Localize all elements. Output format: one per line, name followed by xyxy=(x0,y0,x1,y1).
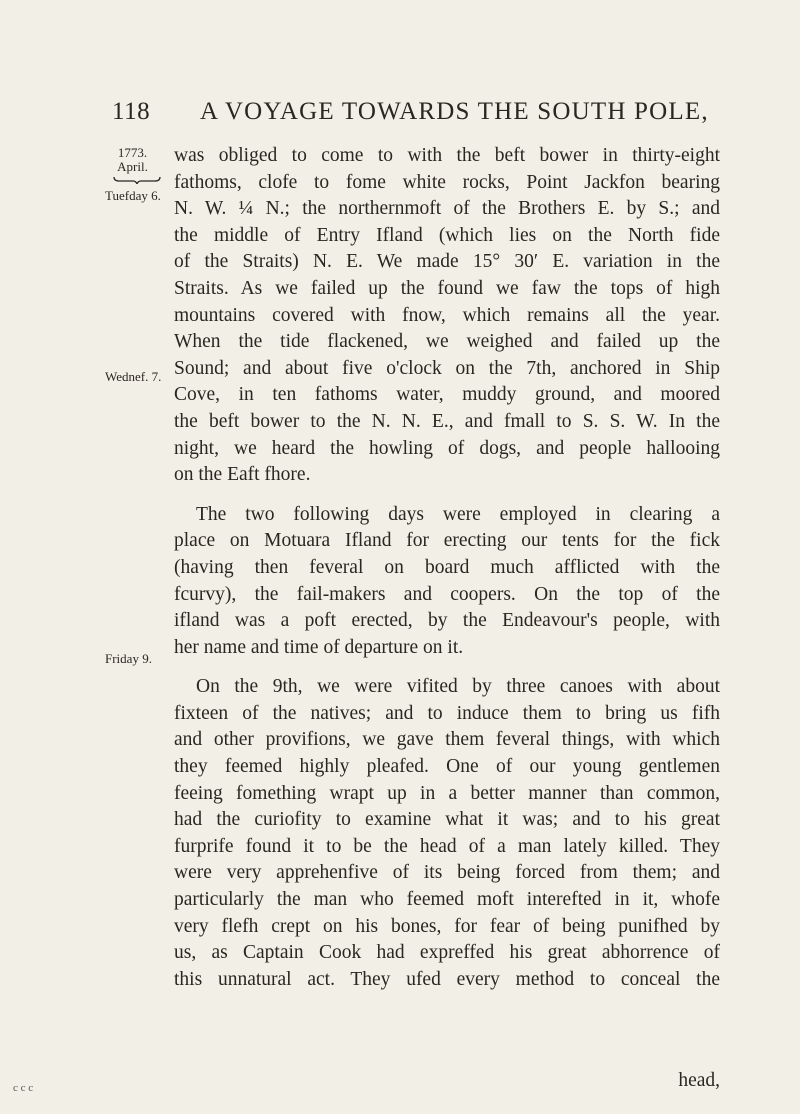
paragraph-3 xyxy=(174,674,720,993)
text-line: her name and time of departure on it. xyxy=(174,636,464,658)
text-line: and other provifions, we gave them feveral things, with which xyxy=(174,729,720,751)
text-line: had the curiofity to examine what it was; and to his great xyxy=(174,809,720,831)
margin-month: April. xyxy=(117,159,148,174)
text-line: (having then feveral on board much afflicted with the xyxy=(174,556,720,578)
paragraph-1 xyxy=(174,143,720,489)
page-number: 118 xyxy=(112,98,151,125)
text-line: place on Motuara Ifland for erecting our tents for the fick xyxy=(174,530,720,552)
text-line: fixteen of the natives; and to induce them to bring us fifh xyxy=(174,702,720,724)
text-line: were very apprehenfive of its being forced from them; and xyxy=(174,862,720,884)
text-line: night, we heard the howling of dogs, and people hallooing xyxy=(174,437,720,459)
text-line: this unnatural act. They ufed every method to conceal the xyxy=(174,968,720,990)
margin-date-tuesday: Tuefday 6. xyxy=(105,188,161,203)
paragraph-2 xyxy=(174,502,720,662)
margin-date-wednesday: Wednef. 7. xyxy=(105,369,162,384)
text-line: The two following days were employed in clearing a xyxy=(196,503,720,525)
text-line: on the Eaft fhore. xyxy=(174,464,311,486)
text-line: very flefh crept on his bones, for fear of being punifhed by xyxy=(174,915,720,937)
text-line: fathoms, clofe to fome white rocks, Point Jackfon bearing xyxy=(174,171,720,193)
text-line: the middle of Entry Ifland (which lies on the North fide xyxy=(174,224,720,246)
running-title: A VOYAGE TOWARDS THE SOUTH POLE, xyxy=(200,98,709,125)
text-line: N. W. ¼ N.; the northernmoft of the Brothers E. by S.; and xyxy=(174,198,720,220)
text-line: ifland was a poft erected, by the Endeavour's people, with xyxy=(174,610,720,632)
text-line: Cove, in ten fathoms water, muddy ground, and moored xyxy=(174,384,720,406)
text-line: was obliged to come to with the beft bower in thirty-eight xyxy=(174,145,720,166)
text-line: us, as Captain Cook had expreffed his great abhorrence of xyxy=(174,942,720,964)
text-line: Sound; and about five o'clock on the 7th, anchored in Ship xyxy=(174,357,720,379)
text-line: the beft bower to the N. N. E., and fmall to S. S. W. In the xyxy=(174,410,720,432)
brace-icon xyxy=(113,176,161,184)
corner-mark: c c c xyxy=(13,1082,34,1094)
text-line: furprife found it to be the head of a man lately killed. They xyxy=(174,835,720,857)
text-line: On the 9th, we were vifited by three canoes with about xyxy=(196,676,720,698)
page-header xyxy=(112,98,752,128)
text-line: mountains covered with fnow, which remains all the year. xyxy=(174,304,720,326)
text-line: When the tide flackened, we weighed and failed up the xyxy=(174,331,720,353)
text-line: of the Straits) N. E. We made 15° 30′ E. variation in the xyxy=(174,251,720,273)
text-line: fcurvy), the fail-makers and coopers. On the top of the xyxy=(174,583,720,605)
body-text xyxy=(174,143,720,993)
text-line: feeing fomething wrapt up in a better manner than common, xyxy=(174,782,720,804)
text-line: Straits. As we failed up the found we faw the tops of high xyxy=(174,277,720,299)
margin-year: 1773. xyxy=(117,145,148,160)
text-line: particularly the man who feemed moft interefted in it, whofe xyxy=(174,889,720,911)
text-line: they feemed highly pleafed. One of our young gentlemen xyxy=(174,756,720,778)
margin-date-friday: Friday 9. xyxy=(105,651,152,666)
catchword: head, xyxy=(678,1070,720,1091)
